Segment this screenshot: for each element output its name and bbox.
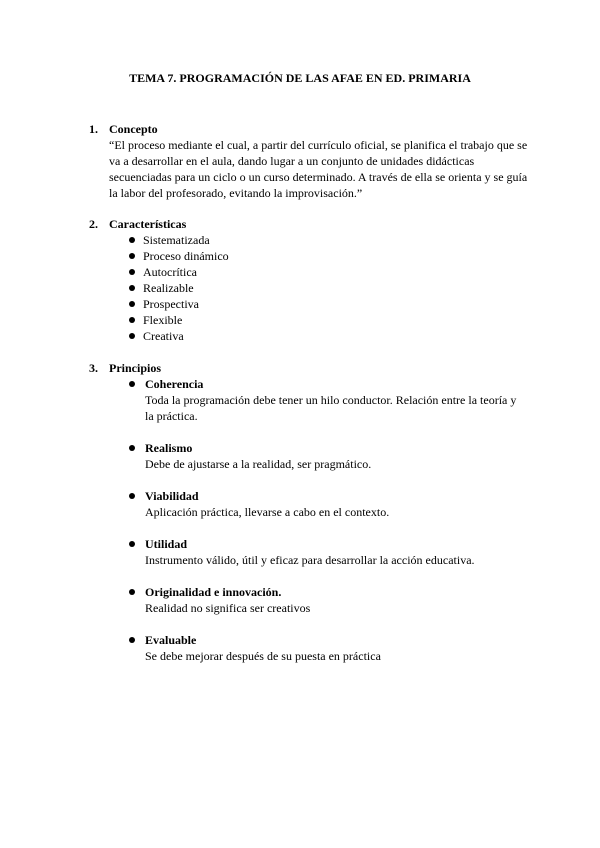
bullet-icon — [129, 541, 135, 547]
bullet-icon — [129, 333, 135, 339]
bullet-icon — [129, 381, 135, 387]
section-title: Concepto — [109, 122, 158, 136]
bullet-icon — [129, 285, 135, 291]
principle-item — [109, 632, 529, 664]
principle-title: Originalidad e innovación. — [145, 585, 282, 599]
list-item — [109, 280, 529, 296]
bullet-icon — [129, 269, 135, 275]
section-concepto — [89, 121, 529, 201]
list-item-text: Autocrítica — [143, 265, 197, 279]
section-title: Características — [109, 217, 187, 231]
principle-title: Utilidad — [145, 537, 188, 551]
section-heading-principios — [89, 360, 529, 376]
principle-item — [109, 584, 529, 616]
principle-item — [109, 488, 529, 520]
list-item-text: Flexible — [143, 313, 183, 327]
bullet-icon — [129, 493, 135, 499]
bullet-icon — [129, 253, 135, 259]
principle-item — [109, 536, 529, 568]
list-item — [109, 296, 529, 312]
list-item — [109, 264, 529, 280]
principle-description: Debe de ajustarse a la realidad, ser pragmático. — [145, 457, 372, 471]
caracteristicas-list — [109, 232, 529, 344]
list-item — [109, 232, 529, 248]
principle-title: Coherencia — [145, 377, 204, 391]
principle-description: Instrumento válido, útil y eficaz para desarrollar la acción educativa. — [145, 553, 475, 567]
list-item-text: Creativa — [143, 329, 184, 343]
principle-description: Toda la programación debe tener un hilo conductor. Relación entre la teoría y la práctica. — [145, 393, 517, 423]
principle-description: Aplicación práctica, llevarse a cabo en el contexto. — [145, 505, 390, 519]
section-heading-concepto — [89, 121, 529, 137]
concepto-definition: “El proceso mediante el cual, a partir del currículo oficial, se planifica el trabajo que se va a desarrollar en el aula, dando lugar a un conjunto de unidades didácticas secuenciadas para un ciclo o un curso determinado. A través de ella se orienta y se guía la labor del profesorado, evitando la improvisación.” — [109, 138, 528, 200]
principle-description: Se debe mejorar después de su puesta en práctica — [145, 649, 381, 663]
bullet-icon — [129, 637, 135, 643]
principle-title: Evaluable — [145, 633, 197, 647]
section-number: 1. — [89, 122, 98, 136]
bullet-icon — [129, 301, 135, 307]
section-number: 2. — [89, 217, 98, 231]
bullet-icon — [129, 589, 135, 595]
list-item-text: Proceso dinámico — [143, 249, 229, 263]
section-title: Principios — [109, 361, 162, 375]
bullet-icon — [129, 317, 135, 323]
section-principios — [89, 360, 529, 680]
principle-item — [109, 376, 529, 424]
list-item — [109, 312, 529, 328]
principle-item — [109, 440, 529, 472]
list-item-text: Sistematizada — [143, 233, 210, 247]
section-caracteristicas — [89, 216, 529, 344]
bullet-icon — [129, 445, 135, 451]
list-item-text: Prospectiva — [143, 297, 199, 311]
list-item-text: Realizable — [143, 281, 194, 295]
principle-title: Realismo — [145, 441, 193, 455]
section-number: 3. — [89, 361, 98, 375]
list-item — [109, 248, 529, 264]
principle-title: Viabilidad — [145, 489, 199, 503]
bullet-icon — [129, 237, 135, 243]
list-item — [109, 328, 529, 344]
principle-description: Realidad no significa ser creativos — [145, 601, 311, 615]
principios-list — [109, 376, 529, 664]
document-title: TEMA 7. PROGRAMACIÓN DE LAS AFAE EN ED. PRIMARIA — [129, 71, 471, 85]
section-heading-caracteristicas — [89, 216, 529, 232]
